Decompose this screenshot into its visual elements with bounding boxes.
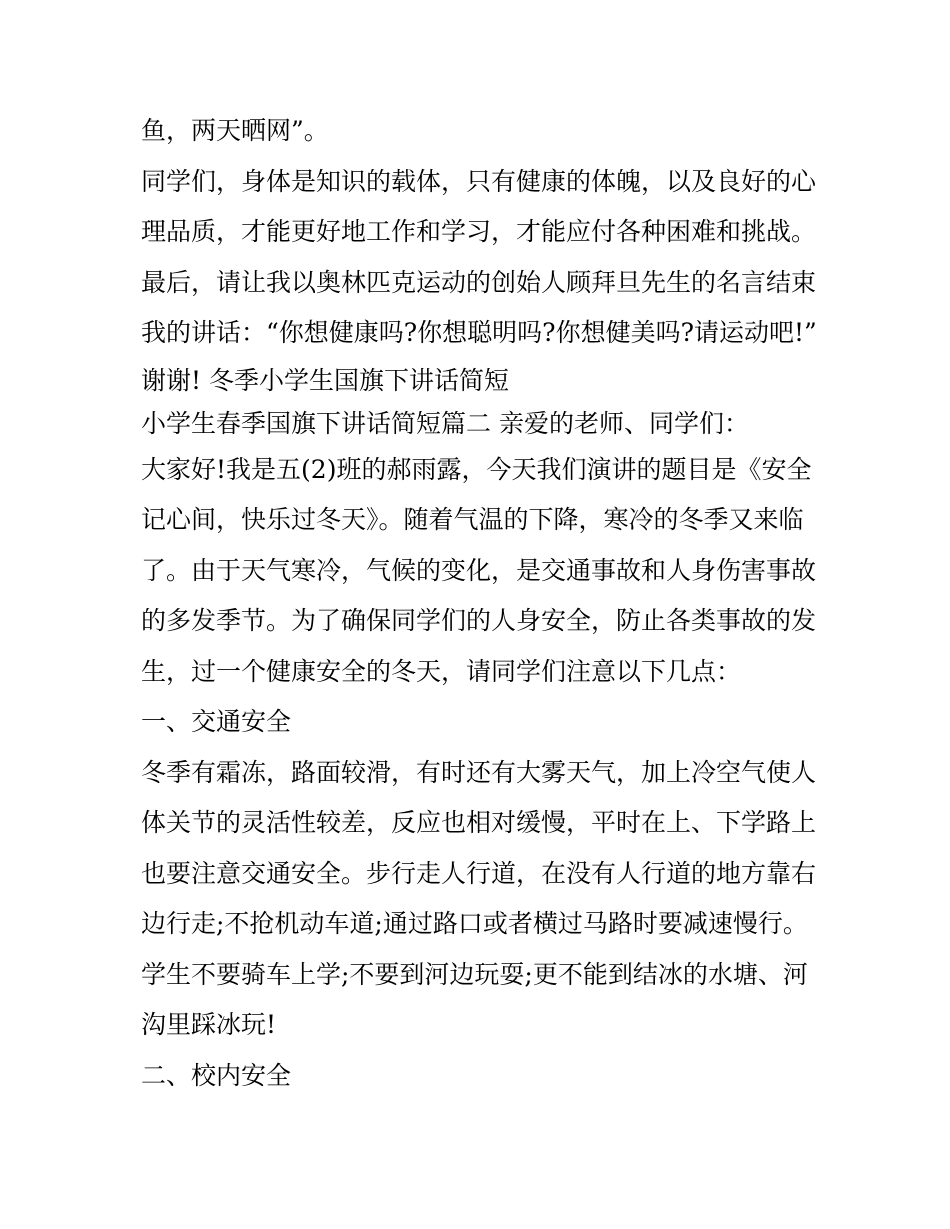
text-line: 了。由于天气寒冷，气候的变化，是交通事故和人身伤害事故 (141, 555, 817, 585)
text-line: 谢谢! 冬季小学生国旗下讲话简短 (141, 365, 509, 395)
document-body (141, 106, 821, 1101)
subsection-heading: 一、交通安全 (141, 707, 292, 736)
text-line: 沟里踩冰玩! (141, 1010, 277, 1039)
text-line: 最后，请让我以奥林匹克运动的创始人顾拜旦先生的名言结束 (141, 267, 817, 297)
text-line: 也要注意交通安全。步行走人行道，在没有人行道的地方靠右 (141, 858, 817, 888)
text-line: 记心间，快乐过冬天》。随着气温的下降，寒冷的冬季又来临 (141, 505, 804, 534)
text-line: 学生不要骑车上学;不要到河边玩耍;更不能到结冰的水塘、河 (141, 959, 808, 989)
text-line: 的多发季节。为了确保同学们的人身安全，防止各类事故的发 (141, 606, 817, 635)
text-line: 冬季有霜冻，路面较滑，有时还有大雾天气，加上冷空气使人 (141, 757, 817, 787)
text-line: 理品质，才能更好地工作和学习，才能应付各种困难和挑战。 (141, 217, 817, 246)
text-line: 生，过一个健康安全的冬天，请同学们注意以下几点： (141, 656, 742, 686)
subsection-heading: 二、校内安全 (141, 1060, 292, 1090)
text-line: 我的讲话：“你想健康吗?你想聪明吗?你想健美吗?请运动吧!” (141, 318, 817, 347)
text-line: 鱼，两天晒网”。 (141, 116, 329, 145)
text-line: 同学们，身体是知识的载体，只有健康的体魄，以及良好的心 (141, 166, 817, 196)
text-line: 大家好!我是五(2)班的郝雨露，今天我们演讲的题目是《安全 (141, 454, 812, 484)
section-heading: 小学生春季国旗下讲话简短篇二 亲爱的老师、同学们： (141, 408, 749, 438)
text-line: 体关节的灵活性较差，反应也相对缓慢，平时在上、下学路上 (141, 808, 817, 837)
text-line: 边行走;不抢机动车道;通过路口或者横过马路时要减速慢行。 (141, 909, 808, 938)
